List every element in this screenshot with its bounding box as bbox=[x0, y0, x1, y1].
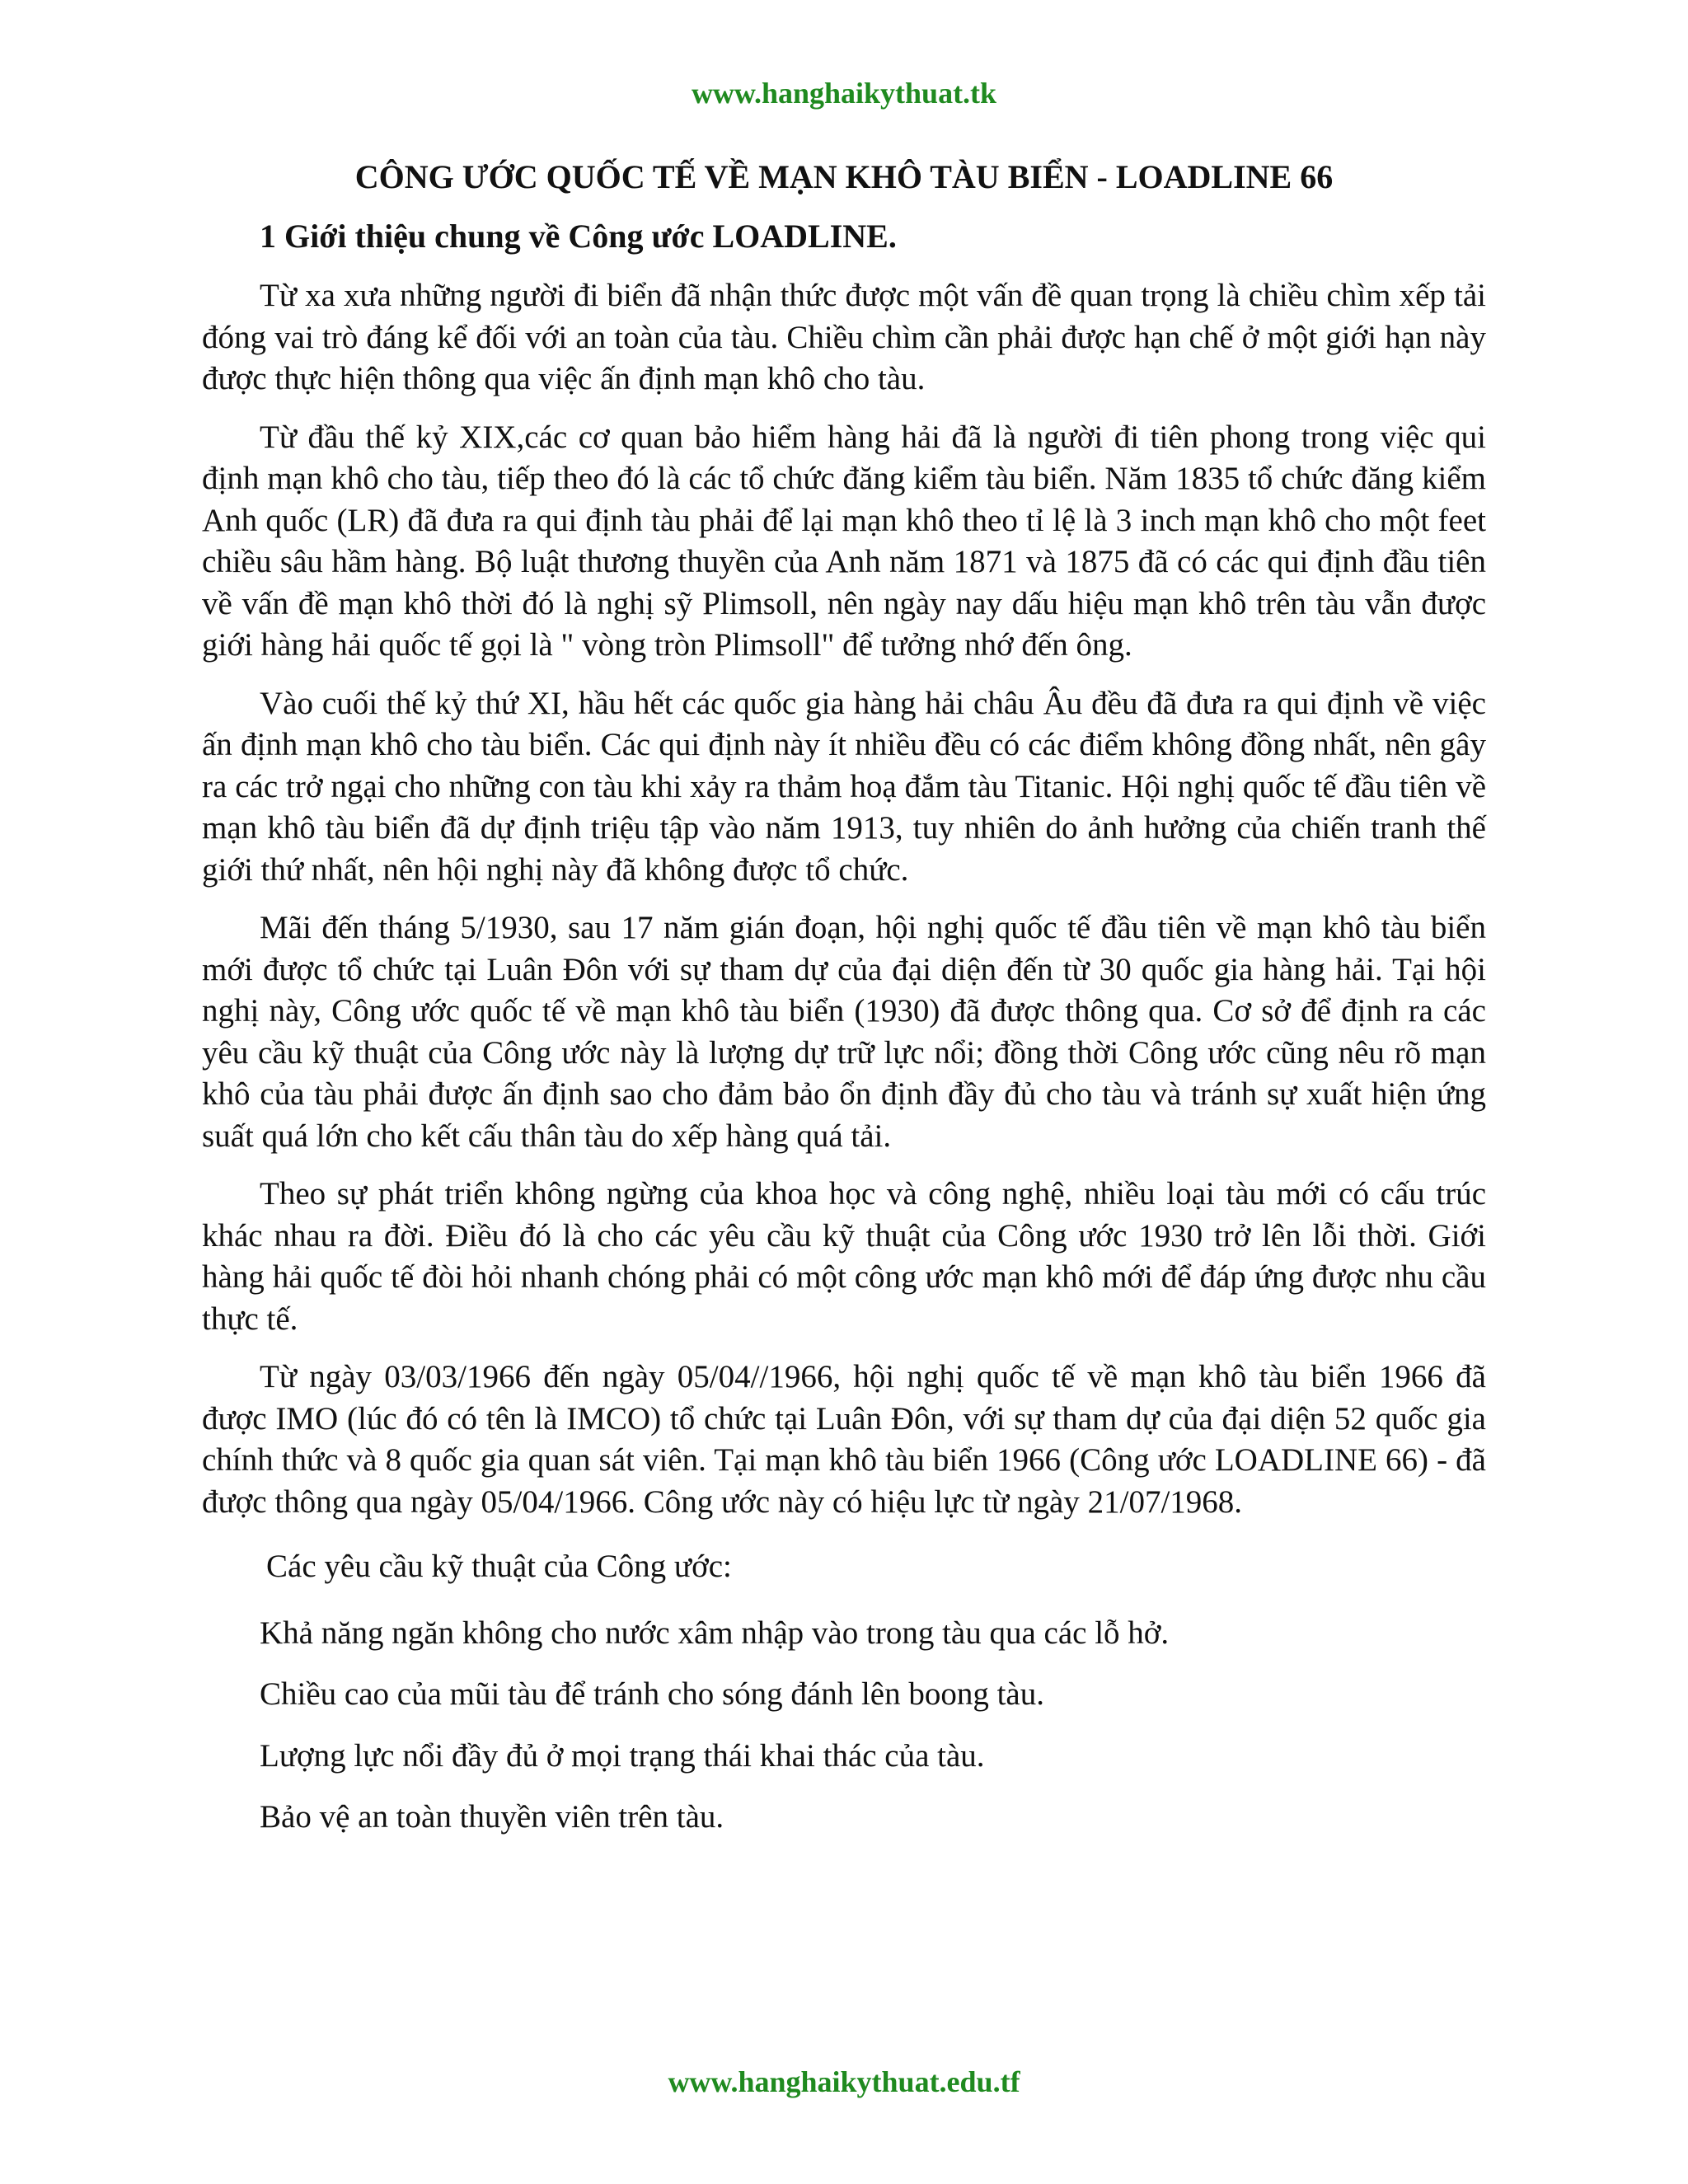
requirement-item: Lượng lực nổi đầy đủ ở mọi trạng thái khai thác của tàu. bbox=[260, 1737, 985, 1774]
paragraph: Mãi đến tháng 5/1930, sau 17 năm gián đoạn, hội nghị quốc tế đầu tiên về mạn khô tàu biển mới được tổ chức tại Luân Đôn với sự tham dự của đại diện đến từ 30 quốc gia hàng hải. Tại hội nghị này, Công ước quốc tế về mạn khô tàu biển (1930) đã được thông qua. Cơ sở để định ra các yêu cầu kỹ thuật của Công ước này là lượng dự trữ lực nổi; đồng thời Công ước cũng nêu rõ mạn khô của tàu phải được ấn định sao cho đảm bảo ổn định đầy đủ cho tàu và tránh sự xuất hiện ứng suất quá lớn cho kết cấu thân tàu do xếp hàng quá tải. bbox=[202, 910, 1486, 1154]
footer-website-link: www.hanghaikythuat.edu.tf bbox=[668, 2065, 1020, 2098]
header-website-link: www.hanghaikythuat.tk bbox=[691, 77, 997, 110]
requirement-item: Bảo vệ an toàn thuyền viên trên tàu. bbox=[260, 1799, 724, 1835]
paragraph: Theo sự phát triển không ngừng của khoa học và công nghệ, nhiều loại tàu mới có cấu trúc khác nhau ra đời. Điều đó là cho các yêu cầu kỹ thuật của Công ước 1930 trở lên lỗi thời. Giới hàng hải quốc tế đòi hỏi nhanh chóng phải có một công ước mạn khô mới để đáp ứng được nhu cầu thực tế. bbox=[202, 1176, 1486, 1337]
paragraph: Từ ngày 03/03/1966 đến ngày 05/04//1966, hội nghị quốc tế về mạn khô tàu biển 1966 đã được IMO (lúc đó có tên là IMCO) tổ chức tại Luân Đôn, với sự tham dự của đại diện 52 quốc gia chính thức và 8 quốc gia quan sát viên. Tại mạn khô tàu biển 1966 (Công ước LOADLINE 66) - đã được thông qua ngày 05/04/1966. Công ước này có hiệu lực từ ngày 21/07/1968. bbox=[202, 1359, 1486, 1520]
requirement-item: Khả năng ngăn không cho nước xâm nhập vào trong tàu qua các lỗ hở. bbox=[260, 1615, 1170, 1651]
paragraph: Từ xa xưa những người đi biển đã nhận thức được một vấn đề quan trọng là chiều chìm xếp tải đóng vai trò đáng kể đối với an toàn của tàu. Chiều chìm cần phải được hạn chế ở một giới hạn này được thực hiện thông qua việc ấn định mạn khô cho tàu. bbox=[202, 278, 1486, 396]
document-title: CÔNG ƯỚC QUỐC TẾ VỀ MẠN KHÔ TÀU BIỂN - LOADLINE 66 bbox=[354, 158, 1334, 195]
requirements-intro: Các yêu cầu kỹ thuật của Công ước: bbox=[266, 1549, 732, 1584]
paragraph: Vào cuối thế kỷ thứ XI, hầu hết các quốc gia hàng hải châu Âu đều đã đưa ra qui định về việc ấn định mạn khô cho tàu biển. Các qui định này ít nhiều đều có các điểm không đồng nhất, nên gây ra các trở ngại cho những con tàu khi xảy ra thảm hoạ đắm tàu Titanic. Hội nghị quốc tế đầu tiên về mạn khô tàu biển đã dự định triệu tập vào năm 1913, tuy nhiên do ảnh hưởng của chiến tranh thế giới thứ nhất, nên hội nghị này đã không được tổ chức. bbox=[202, 685, 1486, 888]
requirement-item: Chiều cao của mũi tàu để tránh cho sóng đánh lên boong tàu. bbox=[260, 1676, 1044, 1712]
section-heading: 1 Giới thiệu chung về Công ước LOADLINE. bbox=[260, 218, 897, 255]
paragraph: Từ đầu thế kỷ XIX,các cơ quan bảo hiểm hàng hải đã là người đi tiên phong trong việc qui định mạn khô cho tàu, tiếp theo đó là các tổ chức đăng kiểm tàu biển. Năm 1835 tổ chức đăng kiểm Anh quốc (LR) đã đưa ra qui định tàu phải để lại mạn khô theo tỉ lệ là 3 inch mạn khô cho một feet chiều sâu hầm hàng. Bộ luật thương thuyền của Anh năm 1871 và 1875 đã có các qui định đầu tiên về vấn đề mạn khô thời đó là nghị sỹ Plimsoll, nên ngày nay dấu hiệu mạn khô trên tàu vẫn được giới hàng hải quốc tế gọi là " vòng tròn Plimsoll" để tưởng nhớ đến ông. bbox=[202, 419, 1486, 663]
document-body bbox=[202, 155, 1486, 1858]
requirements-list bbox=[202, 1613, 1486, 1839]
